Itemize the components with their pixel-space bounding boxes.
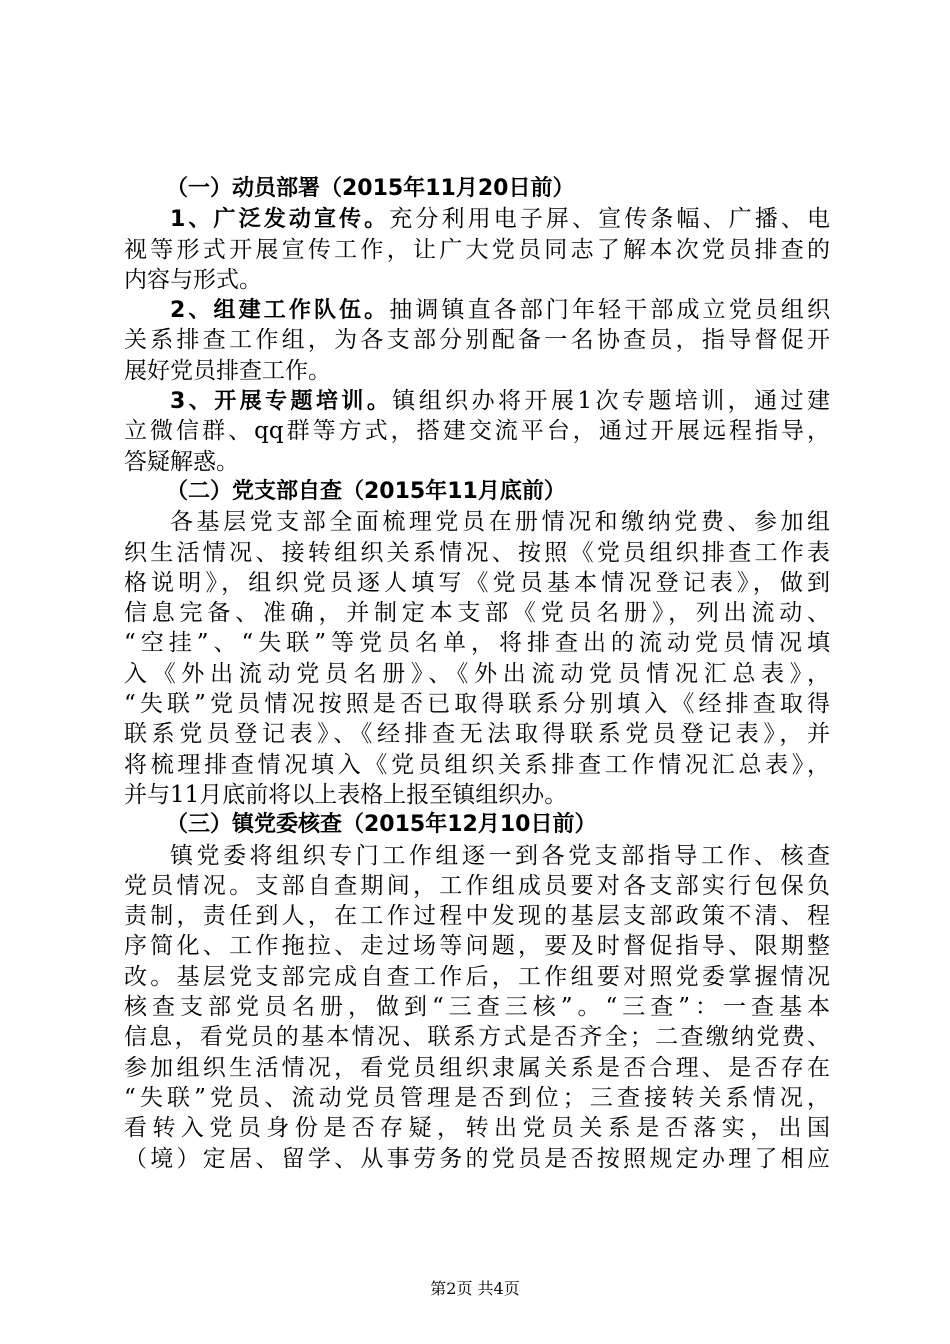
document-body <box>124 174 830 1174</box>
paragraph-line: 1、广泛发动宣传。充分利用电子屏、宣传条幅、广播、电 <box>170 206 830 233</box>
paragraph-line: 展好党员排查工作。 <box>124 357 331 384</box>
paragraph-line: 入《外出流动党员名册》、《外出流动党员情况汇总表》， <box>124 660 830 687</box>
paragraph-line: 答疑解惑。 <box>124 448 239 475</box>
paragraph-line: 序简化、工作拖拉、走过场等问题，要及时督促指导、限期整 <box>124 933 830 960</box>
paragraph-line: 内容与形式。 <box>124 266 262 293</box>
paragraph-line: 责制，责任到人，在工作过程中发现的基层支部政策不清、程 <box>124 903 830 930</box>
paragraph-line: 关系排查工作组，为各支部分别配备一名协查员，指导督促开 <box>124 327 830 354</box>
paragraph-line: 立微信群、qq群等方式，搭建交流平台，通过开展远程指导， <box>124 418 830 445</box>
paragraph-line: 核查支部党员名册，做到“三查三核”。“三查”：一查基本 <box>124 994 830 1021</box>
section-heading-town-committee-review: （三）镇党委核查（2015年12月10日前） <box>166 812 597 838</box>
paragraph-line: 将梳理排查情况填入《党员组织关系排查工作情况汇总表》， <box>124 751 830 778</box>
paragraph-line: 党员情况。支部自查期间，工作组成员要对各支部实行包保负 <box>124 872 830 899</box>
section-heading-branch-self-check: （二）党支部自查（2015年11月底前） <box>166 478 566 504</box>
paragraph-line: 联系党员登记表》、《经排查无法取得联系党员登记表》，并 <box>124 721 830 748</box>
paragraph-line: “失联”党员、流动党员管理是否到位；三查接转关系情况， <box>124 1084 830 1111</box>
item-title: 1、广泛发动宣传。 <box>170 207 390 233</box>
item-title: 2、组建工作队伍。 <box>170 298 390 324</box>
paragraph-line: 格说明》，组织党员逐人填写《党员基本情况登记表》，做到 <box>124 569 830 596</box>
paragraph-line: 并与11月底前将以上表格上报至镇组织办。 <box>124 781 568 808</box>
paragraph-line: “空挂”、“失联”等党员名单，将排查出的流动党员情况填 <box>124 630 830 657</box>
paragraph-line: 镇党委将组织专门工作组逐一到各党支部指导工作、核查 <box>170 842 830 869</box>
paragraph-line: 各基层党支部全面梳理党员在册情况和缴纳党费、参加组 <box>170 509 830 536</box>
paragraph-line: 织生活情况、接转组织关系情况、按照《党员组织排查工作表 <box>124 539 830 566</box>
item-title: 3、开展专题培训。 <box>170 389 393 415</box>
section-heading-mobilization: （一）动员部署（2015年11月20日前） <box>166 176 575 201</box>
paragraph-line: 参加组织生活情况，看党员组织隶属关系是否合理、是否存在 <box>124 1054 830 1081</box>
paragraph-line: 3、开展专题培训。镇组织办将开展1次专题培训，通过建 <box>170 388 830 415</box>
page-footer: 第2页 共4页 <box>430 1279 520 1298</box>
paragraph-line: 看转入党员身份是否存疑，转出党员关系是否落实，出国 <box>124 1115 830 1142</box>
paragraph-line: 信息，看党员的基本情况、联系方式是否齐全；二查缴纳党费、 <box>124 1024 830 1051</box>
paragraph-line: 信息完备、准确，并制定本支部《党员名册》，列出流动、 <box>124 600 830 627</box>
paragraph-line: 改。基层党支部完成自查工作后，工作组要对照党委掌握情况 <box>124 963 830 990</box>
paragraph-line: 2、组建工作队伍。抽调镇直各部门年轻干部成立党员组织 <box>170 297 830 324</box>
paragraph-line: （境）定居、留学、从事劳务的党员是否按照规定办理了相应 <box>124 1145 830 1172</box>
paragraph-line: “失联”党员情况按照是否已取得联系分别填入《经排查取得 <box>124 691 830 718</box>
paragraph-line: 视等形式开展宣传工作，让广大党员同志了解本次党员排查的 <box>124 236 830 263</box>
